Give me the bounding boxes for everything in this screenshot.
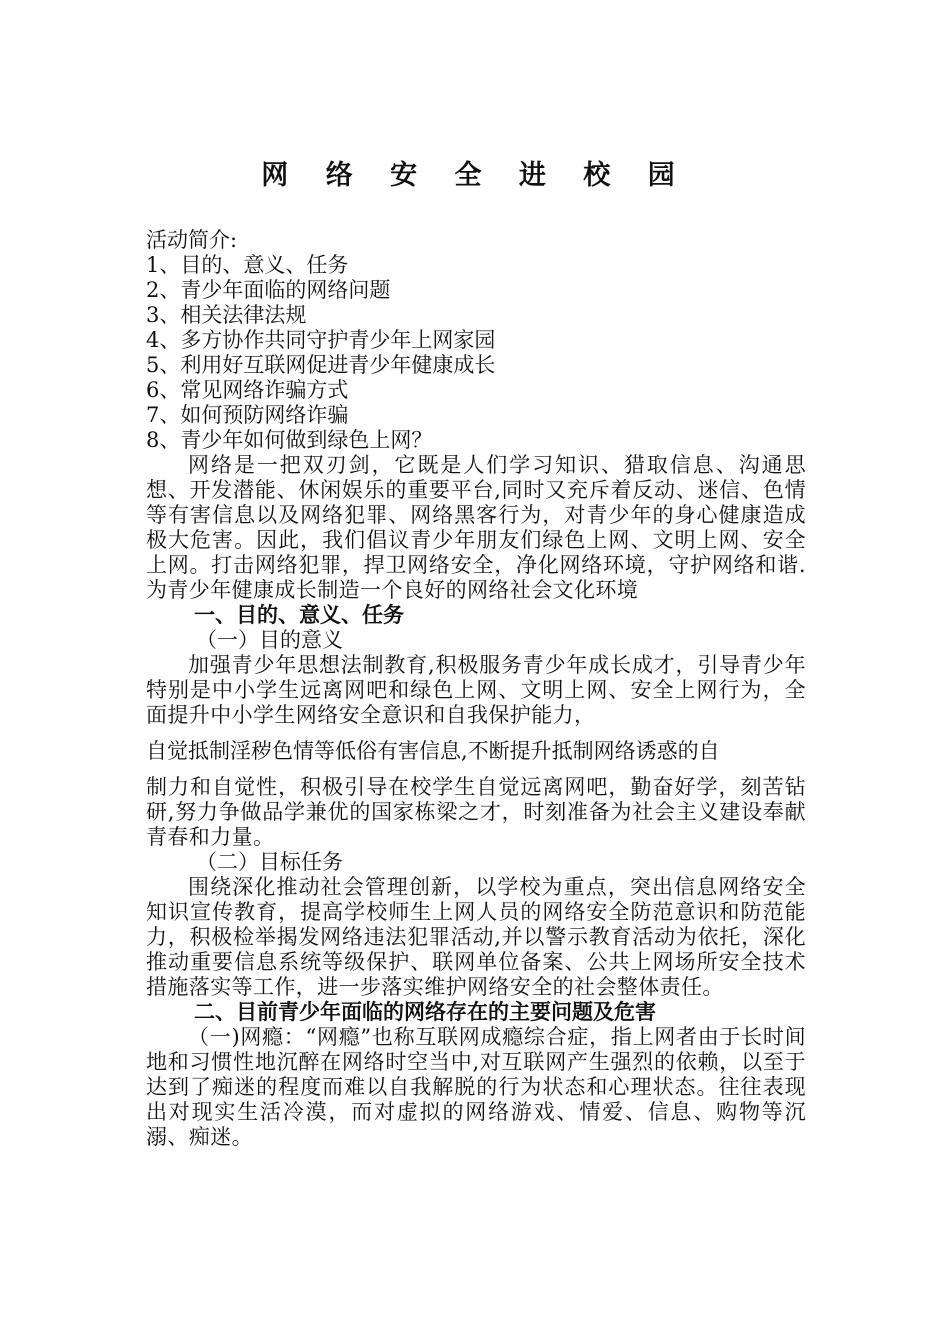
paragraph: 制力和自觉性，积极引导在校学生自觉远离网吧，勤奋好学，刻苦钻研,努力争做品学兼优的国家栋梁之才，时刻准备为社会主义建设奉献青春和力量。 (146, 775, 806, 849)
intro-label: 活动简介: (146, 228, 238, 252)
document-body (146, 228, 806, 1150)
toc-item: 2、青少年面临的网络问题 (146, 278, 391, 302)
toc-item: 4、多方协作共同守护青少年上网家园 (146, 328, 496, 352)
toc-item: 8、青少年如何做到绿色上网？ (146, 428, 433, 452)
paragraph: （一)网瘾：“网瘾”也称互联网成瘾综合症，指上网者由于长时间地和习惯性地沉醉在网络时空当中,对互联网产生强烈的依赖，以至于达到了痴迷的程度而难以自我解脱的行为状态和心理状态。往往表现出对现实生活冷漠，而对虚拟的网络游戏、情爱、信息、购物等沉溺、痴迷。 (146, 1025, 806, 1149)
subsection-heading: （一）目的意义 (196, 628, 343, 652)
toc-item: 7、如何预防网络诈骗 (146, 403, 349, 427)
paragraph: 加强青少年思想法制教育,积极服务青少年成长成才，引导青少年特别是中小学生远离网吧和绿色上网、文明上网、安全上网行为，全面提升中小学生网络安全意识和自我保护能力， (146, 653, 806, 727)
toc-item: 3、相关法律法规 (146, 303, 307, 327)
paragraph-line: 自觉抵制淫秽色情等低俗有害信息,不断提升抵制网络诱惑的自 (146, 739, 720, 763)
toc-item: 1、目的、意义、任务 (146, 253, 349, 277)
document-title: 网 络 安 全 进 校 园 (261, 160, 689, 191)
subsection-heading: （二）目标任务 (196, 850, 343, 874)
intro-paragraph: 网络是一把双刃剑，它既是人们学习知识、猎取信息、沟通思想、开发潜能、休闲娱乐的重要平台,同时又充斥着反动、迷信、色情等有害信息以及网络犯罪、网络黑客行为，对青少年的身心健康造成极大危害。因此，我们倡议青少年朋友们绿色上网、文明上网、安全上网。打击网络犯罪，捍卫网络安全，净化网络环境，守护网络和谐.为青少年健康成长制造一个良好的网络社会文化环境 (146, 453, 806, 602)
paragraph: 围绕深化推动社会管理创新，以学校为重点，突出信息网络安全知识宣传教育，提高学校师生上网人员的网络安全防范意识和防范能力，积极检举揭发网络违法犯罪活动,并以警示教育活动为依托，深化推动重要信息系统等级保护、联网单位备案、公共上网场所安全技术措施落实等工作，进一步落实维护网络安全的社会整体责任。 (146, 875, 806, 999)
toc-item: 5、利用好互联网促进青少年健康成长 (146, 353, 496, 377)
toc-item: 6、常见网络诈骗方式 (146, 378, 349, 402)
section-heading: 一、目的、意义、任务 (194, 603, 404, 627)
section-heading: 二、目前青少年面临的网络存在的主要问题及危害 (194, 1000, 656, 1024)
